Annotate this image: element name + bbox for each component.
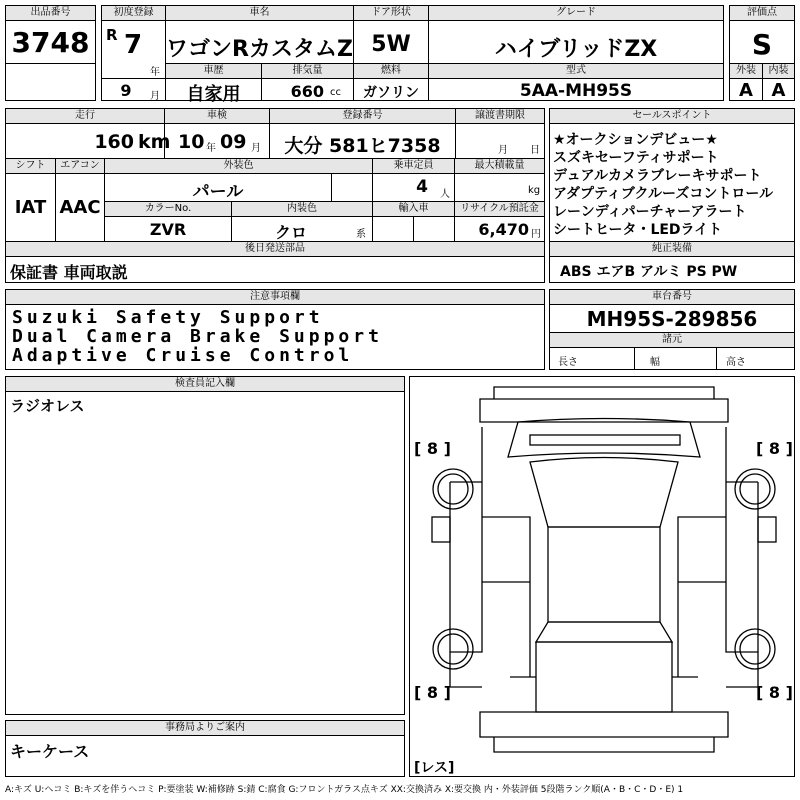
later-parts-value: 保証書 車両取説 xyxy=(10,263,128,282)
chassis-box xyxy=(549,289,795,370)
inspector-box xyxy=(5,376,405,715)
lot-number-label: 出品番号 xyxy=(6,6,95,21)
inspection-month-unit: 月 xyxy=(251,143,261,154)
sales-point-box xyxy=(549,108,795,283)
int-color-suffix: 系 xyxy=(356,229,366,240)
first-reg-label: 初度登録 xyxy=(102,6,165,21)
sales-point-item: アダプティブクルーズコントロール xyxy=(553,186,774,202)
car-diagram xyxy=(410,377,794,776)
sales-point-item: ★オークションデビュー★ xyxy=(553,132,718,148)
mileage-unit: km xyxy=(138,131,171,153)
first-reg-year: 7 xyxy=(123,30,143,60)
inspection-month: 09 xyxy=(220,131,247,153)
genuine-equip-value: ABS エアB アルミ PS PW xyxy=(560,264,738,280)
caution-line: Dual Camera Brake Support xyxy=(12,326,383,347)
int-color-value: クロ xyxy=(274,223,307,242)
registration-label: 登録番号 xyxy=(269,109,455,124)
tire-mark-front-right: [ 8 ] xyxy=(756,439,793,458)
inspector-label: 検査員記入欄 xyxy=(6,377,404,392)
exterior-label: 外装 xyxy=(730,64,762,79)
sales-point-item: デュアルカメラブレーキサポート xyxy=(553,168,762,184)
max-load-label: 最大積載量 xyxy=(454,159,544,174)
lot-number-box xyxy=(5,5,96,101)
first-reg-era: R xyxy=(106,26,118,44)
width-label: 幅 xyxy=(650,357,660,368)
recycle-label: リサイクル預託金 xyxy=(454,202,544,217)
legend-text: A:キズ U:ヘコミ B:キズを伴うヘコミ P:要塗装 W:補修跡 S:錆 C:腐食 G:フロントガラス点キズ XX:交換済み X:要交換 内・外装評価 5段階ランク順(A・B・C・D・E) 1 xyxy=(5,785,684,795)
transfer-day-unit: 日 xyxy=(530,145,540,156)
model-code-value: 5AA-MH95S xyxy=(519,81,633,101)
height-label: 高さ xyxy=(726,357,746,368)
lot-number-value: 3748 xyxy=(11,26,90,59)
fuel-label: 燃料 xyxy=(353,64,428,79)
caution-line: Suzuki Safety Support xyxy=(12,307,324,328)
capacity-unit: 人 xyxy=(440,189,450,200)
genuine-equip-label: 純正装備 xyxy=(550,242,794,257)
caution-line: Adaptive Cruise Control xyxy=(12,345,354,366)
sales-point-item: スズキセーフティサポート xyxy=(553,150,719,166)
length-label: 長さ xyxy=(558,357,578,368)
capacity-value: 4 xyxy=(416,177,428,197)
sales-point-item: シートヒータ・LEDライト xyxy=(553,222,723,238)
rating-value: S xyxy=(751,28,773,61)
interior-label: 内装 xyxy=(762,64,794,79)
specs-label: 諸元 xyxy=(550,333,794,348)
door-type-value: 5W xyxy=(371,32,411,57)
cc-unit: cc xyxy=(330,87,341,98)
grade-label: グレード xyxy=(428,6,723,21)
aircon-label: エアコン xyxy=(55,159,104,174)
history-value: 自家用 xyxy=(186,84,241,105)
first-reg-month: 9 xyxy=(120,81,132,100)
exterior-score: A xyxy=(739,80,753,101)
mileage-label: 走行 xyxy=(6,109,164,124)
tire-mark-rear-right: [ 8 ] xyxy=(756,683,793,702)
car-name-label: 車名 xyxy=(165,6,353,21)
door-type-label: ドア形状 xyxy=(353,6,428,21)
int-color-label: 内装色 xyxy=(231,202,372,217)
yen-unit: 円 xyxy=(531,229,541,240)
model-code-label: 型式 xyxy=(428,64,723,79)
inspection-year-unit: 年 xyxy=(206,143,216,154)
car-diagram-box xyxy=(409,376,795,777)
tire-mark-front-left: [ 8 ] xyxy=(414,439,451,458)
transfer-month-unit: 月 xyxy=(498,145,508,156)
shift-value: IAT xyxy=(14,197,47,218)
details-box xyxy=(5,108,545,283)
fuel-value: ガソリン xyxy=(363,85,419,101)
aircon-value: AAC xyxy=(59,197,101,218)
ext-color-label: 外装色 xyxy=(104,159,372,174)
max-load-unit: kg xyxy=(528,185,541,196)
caution-label: 注意事項欄 xyxy=(6,290,544,305)
color-no-value: ZVR xyxy=(149,220,187,239)
sales-point-item: レーンディパーチャーアラート xyxy=(553,204,747,220)
displacement-label: 排気量 xyxy=(261,64,353,79)
vehicle-info-box xyxy=(101,5,724,105)
history-label: 車歴 xyxy=(165,64,261,79)
office-notice-label: 事務局よりご案内 xyxy=(6,721,404,736)
inspection-label: 車検 xyxy=(164,109,269,124)
car-name-value: ワゴンRカスタムZ xyxy=(166,37,353,62)
year-unit: 年 xyxy=(150,67,160,78)
office-notice-value: キーケース xyxy=(10,742,90,761)
spare-mark: [レス] xyxy=(414,760,455,776)
month-unit: 月 xyxy=(150,91,160,102)
sales-point-label: セールスポイント xyxy=(550,109,794,124)
office-box xyxy=(5,720,405,777)
inspection-year: 10 xyxy=(178,131,205,153)
rating-label: 評価点 xyxy=(730,6,794,21)
inspector-notes-value: ラジオレス xyxy=(10,397,85,415)
tire-mark-rear-left: [ 8 ] xyxy=(414,683,451,702)
recycle-value: 6,470 xyxy=(478,220,529,239)
rating-box xyxy=(729,5,795,101)
chassis-no-label: 車台番号 xyxy=(550,290,794,305)
registration-value: 大分 581ヒ7358 xyxy=(284,135,441,157)
mileage-value: 160 xyxy=(94,131,134,153)
ext-color-value: パール xyxy=(192,182,244,202)
caution-box xyxy=(5,289,545,370)
displacement-value: 660 xyxy=(290,82,324,101)
capacity-label: 乗車定員 xyxy=(372,159,454,174)
interior-score: A xyxy=(771,80,786,101)
grade-value: ハイブリッドZX xyxy=(494,37,658,62)
transfer-deadline-label: 譲渡書期限 xyxy=(455,109,544,124)
shift-label: シフト xyxy=(6,159,55,174)
chassis-no-value: MH95S-289856 xyxy=(586,307,758,331)
color-no-label: カラーNo. xyxy=(104,202,231,217)
import-label: 輸入車 xyxy=(372,202,454,217)
later-parts-label: 後日発送部品 xyxy=(6,242,544,257)
